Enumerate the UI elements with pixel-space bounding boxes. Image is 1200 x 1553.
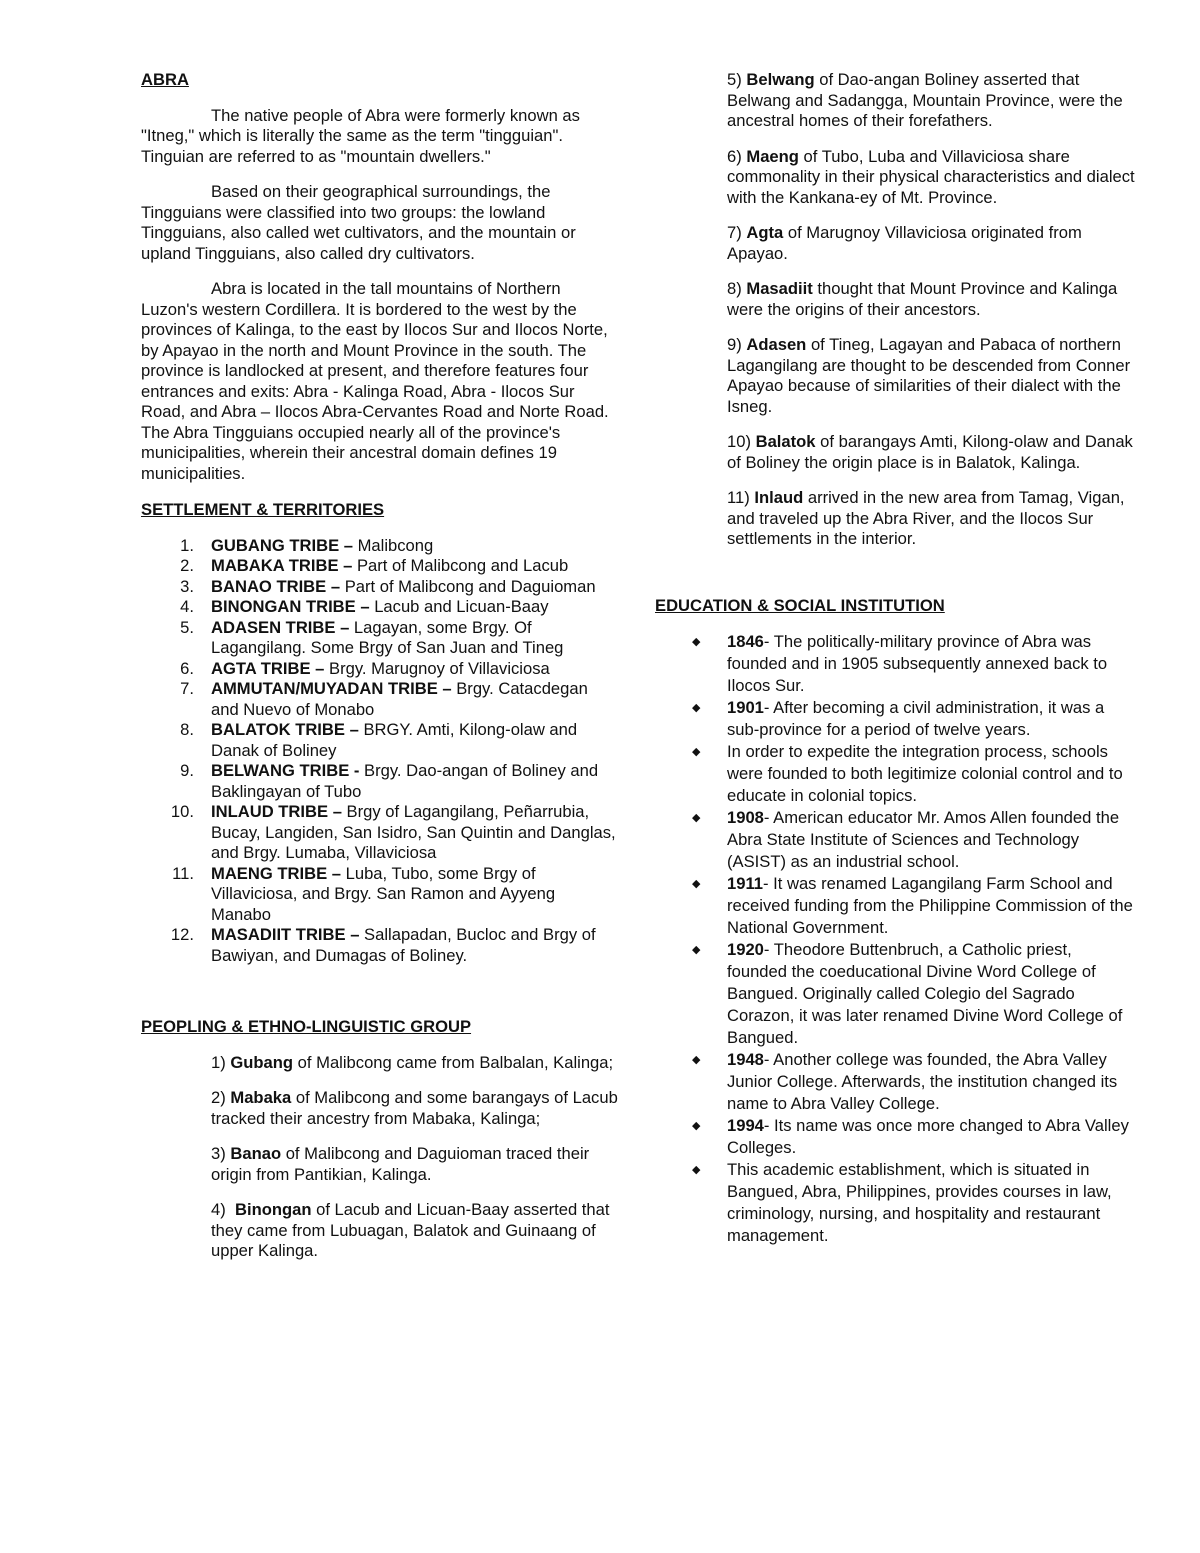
diamond-bullet-icon: ◆	[692, 1120, 701, 1132]
event-text: - American educator Mr. Amos Allen founded the Abra State Institute of Sciences and Technology (ASIST) as an industrial school.	[727, 808, 1120, 871]
origin-number: 3)	[211, 1144, 231, 1163]
event-text: This academic establishment, which is situated in Bangued, Abra, Philippines, provides courses in law, criminology, nursing, and hospitality and restaurant management.	[727, 1160, 1112, 1245]
tribe-location: BRGY. Amti, Kilong-olaw and Danak of Boliney	[211, 720, 578, 760]
list-item	[141, 556, 619, 577]
event-text: - Theodore Buttenbruch, a Catholic priest, founded the coeducational Divine Word College of Bangued. Originally called Colegio del Sagrado Corazon, it was later renamed Divine Word College of Bangued.	[727, 940, 1123, 1047]
separator: –	[310, 658, 330, 678]
origin-item	[727, 432, 1135, 473]
diamond-bullet-icon: ◆	[692, 878, 701, 890]
group-name: Inlaud	[754, 488, 804, 507]
diamond-bullet-icon: ◆	[692, 812, 701, 824]
origin-text: of Marugnoy Villaviciosa originated from Apayao.	[727, 223, 1082, 263]
tribe-location: Luba, Tubo, some Brgy of Villaviciosa, and Brgy. San Ramon and Ayyeng Manabo	[211, 863, 556, 924]
list-item	[141, 618, 619, 659]
tribe-name: AGTA TRIBE	[211, 658, 311, 678]
origin-text: of barangays Amti, Kilong-olaw and Danak of Boliney the origin place is in Balatok, Kalinga.	[727, 432, 1133, 472]
list-item	[141, 577, 619, 598]
tribe-name: BELWANG TRIBE	[211, 761, 350, 780]
separator: –	[437, 679, 457, 698]
origin-text: arrived in the new area from Tamag, Vigan, and traveled up the Abra River, and the Ilocos Sur settlements in the interior.	[727, 488, 1125, 548]
settlement-heading: SETTLEMENT & TERRITORIES	[141, 500, 385, 519]
list-number: 8.	[180, 720, 194, 739]
list-item	[655, 697, 1135, 741]
list-item	[655, 1115, 1135, 1159]
list-item	[655, 1049, 1135, 1115]
separator: –	[338, 556, 357, 575]
tribe-name: MABAKA TRIBE	[211, 556, 339, 575]
origin-number: 7)	[727, 223, 747, 242]
group-name: Banao	[230, 1144, 282, 1163]
separator: –	[355, 597, 375, 616]
list-item	[141, 679, 619, 720]
event-text: - It was renamed Lagangilang Farm School and received funding from the Philippine Commission of the National Government.	[727, 874, 1133, 937]
origin-item	[211, 1053, 619, 1074]
peopling-origins-left	[211, 1053, 619, 1262]
list-number: 12.	[170, 925, 194, 944]
list-item	[141, 802, 619, 864]
origin-item	[727, 279, 1135, 320]
abra-paragraph-3: Abra is located in the tall mountains of Northern Luzon's western Cordillera. It is bordered to the west by the provinces of Kalinga, to the east by Ilocos Sur and Ilocos Norte, by Apayao in the north and Mount Province in the south. The province is landlocked at present, and therefore features four entrances and exits: Abra - Kalinga Road, Abra - Ilocos Sur Road, and Abra – Ilocos Abra-Cervantes Road and Norte Road. The Abra Tingguians occupied nearly all of the province's municipalities, wherein their ancestral domain defines 19 municipalities.	[141, 279, 609, 483]
origin-item	[727, 70, 1135, 132]
tribe-location: Brgy. Dao-angan of Boliney and Baklingayan of Tubo	[211, 761, 599, 801]
list-number: 1.	[180, 535, 194, 555]
tribe-location: Part of Malibcong and Lacub	[356, 556, 569, 575]
origin-number: 11)	[727, 488, 755, 507]
origin-text: of Dao-angan Boliney asserted that Belwang and Sadangga, Mountain Province, were the ancestral homes of their forefathers.	[727, 70, 1123, 130]
right-column	[655, 70, 1135, 1247]
origin-text: thought that Mount Province and Kalinga were the origins of their ancestors.	[727, 279, 1118, 319]
list-number: 11.	[172, 863, 194, 883]
list-number: 4.	[180, 597, 194, 616]
list-item	[655, 807, 1135, 873]
list-number: 5.	[180, 617, 194, 637]
group-name: Binongan	[234, 1200, 312, 1219]
list-item	[141, 925, 619, 966]
origin-number: 2)	[211, 1088, 231, 1107]
origin-number: 1)	[211, 1052, 231, 1072]
group-name: Gubang	[230, 1052, 294, 1072]
origin-text: of Tubo, Luba and Villaviciosa share commonality in their physical characteristics and dialect with the Kankana-ey of Mt. Province.	[727, 146, 1135, 207]
abra-paragraph-1: The native people of Abra were formerly known as "Itneg," which is literally the same as the term "tingguian". Tinguian are referred to as "mountain dwellers."	[141, 105, 580, 166]
tribe-location: Sallapadan, Bucloc and Brgy of Bawiyan, and Dumagas of Boliney.	[211, 925, 596, 965]
origin-text: of Lacub and Licuan-Baay asserted that they came from Lubuagan, Balatok and Guinaang of upper Kalinga.	[211, 1200, 615, 1260]
group-name: Maeng	[746, 146, 799, 166]
tribe-location: Brgy of Lagangilang, Peñarrubia, Bucay, Langiden, San Isidro, San Quintin and Danglas, and Brgy. Lumaba, Villaviciosa	[211, 802, 616, 862]
tribe-location: Lacub and Licuan-Baay	[374, 597, 549, 616]
group-name: Mabaka	[230, 1088, 292, 1107]
tribe-location: Malibcong	[357, 535, 434, 555]
origin-item	[211, 1200, 619, 1262]
diamond-bullet-icon: ◆	[692, 746, 701, 758]
list-number: 2.	[180, 556, 194, 575]
tribe-location: Brgy. Catacdegan and Nuevo of Monabo	[211, 679, 588, 719]
origin-item	[211, 1088, 619, 1129]
tribe-name: MASADIIT TRIBE	[211, 925, 346, 944]
diamond-bullet-icon: ◆	[692, 1164, 701, 1176]
settlement-list	[141, 536, 619, 967]
origin-number: 6)	[727, 146, 747, 166]
list-number: 3.	[180, 576, 194, 596]
list-number: 7.	[180, 679, 194, 698]
tribe-location: Brgy. Marugnoy of Villaviciosa	[329, 658, 550, 678]
event-year: 1908	[727, 808, 764, 827]
origin-item	[727, 223, 1135, 264]
list-number: 10.	[170, 802, 194, 821]
education-heading: EDUCATION & SOCIAL INSTITUTION	[655, 595, 945, 615]
tribe-name: INLAUD TRIBE	[211, 802, 329, 821]
diamond-bullet-icon: ◆	[692, 702, 701, 714]
list-item	[141, 864, 619, 926]
tribe-name: MAENG TRIBE	[211, 863, 328, 883]
peopling-origins-right	[727, 70, 1135, 550]
list-item	[141, 536, 619, 557]
abra-paragraph-2: Based on their geographical surroundings, the Tingguians were classified into two groups: the lowland Tingguians, also called wet cultivators, and the mountain or upland Tingguians, also called dry cultivators.	[141, 182, 576, 263]
group-name: Adasen	[746, 335, 807, 354]
origin-number: 5)	[727, 70, 747, 89]
event-year: 1901	[727, 698, 764, 717]
list-number: 6.	[180, 658, 194, 678]
group-name: Agta	[746, 223, 784, 242]
origin-text: of Malibcong and some barangays of Lacub tracked their ancestry from Mabaka, Kalinga;	[211, 1088, 618, 1128]
origin-number: 4)	[211, 1200, 235, 1219]
diamond-bullet-icon: ◆	[692, 1054, 701, 1066]
list-item	[655, 873, 1135, 939]
origin-item	[727, 335, 1135, 417]
diamond-bullet-icon: ◆	[692, 944, 701, 956]
group-name: Balatok	[755, 432, 816, 451]
tribe-name: ADASEN TRIBE	[211, 617, 336, 637]
list-item	[141, 761, 619, 802]
event-text: - After becoming a civil administration, it was a sub-province for a period of twelve years.	[727, 698, 1105, 739]
diamond-bullet-icon: ◆	[692, 636, 701, 648]
list-item	[141, 659, 619, 680]
separator: –	[344, 720, 364, 739]
list-item	[141, 597, 619, 618]
origin-text: of Malibcong came from Balbalan, Kalinga;	[293, 1052, 614, 1072]
peopling-heading: PEOPLING & ETHNO-LINGUISTIC GROUP	[141, 1017, 472, 1036]
tribe-name: GUBANG TRIBE	[211, 535, 340, 555]
origin-text: of Malibcong and Daguioman traced their origin from Pantikian, Kalinga.	[211, 1144, 590, 1184]
tribe-location: Part of Malibcong and Daguioman	[344, 576, 596, 596]
origin-number: 10)	[727, 432, 756, 451]
left-column	[141, 70, 619, 1262]
tribe-name: BINONGAN TRIBE	[211, 597, 356, 616]
tribe-name: BALATOK TRIBE	[211, 720, 345, 739]
group-name: Belwang	[746, 70, 815, 89]
tribe-name: AMMUTAN/MUYADAN TRIBE	[211, 679, 438, 698]
abra-heading: ABRA	[141, 70, 189, 89]
event-year: 1920	[727, 940, 764, 959]
origin-text: of Tineg, Lagayan and Pabaca of northern Lagangilang are thought to be descended from Conner Apayao because of similarities of their dialect with the Isneg.	[727, 335, 1131, 416]
separator: –	[335, 617, 354, 637]
event-text: - Another college was founded, the Abra Valley Junior College. Afterwards, the institution changed its name to Abra Valley College.	[727, 1050, 1118, 1113]
separator: –	[339, 535, 358, 555]
origin-item	[211, 1144, 619, 1185]
list-number: 9.	[180, 761, 194, 780]
event-year: 1846	[727, 632, 764, 651]
education-list	[655, 631, 1135, 1247]
separator: –	[326, 576, 345, 596]
list-item	[141, 720, 619, 761]
list-item	[655, 741, 1135, 807]
group-name: Masadiit	[746, 279, 813, 298]
tribe-name: BANAO TRIBE	[211, 576, 327, 596]
separator: –	[328, 802, 347, 821]
event-text: - Its name was once more changed to Abra Valley Colleges.	[727, 1116, 1129, 1157]
origin-number: 9)	[727, 335, 747, 354]
separator: –	[345, 925, 365, 944]
tribe-location: Lagayan, some Brgy. Of Lagangilang. Some Brgy of San Juan and Tineg	[211, 617, 564, 657]
separator: –	[327, 863, 346, 883]
list-item	[655, 939, 1135, 1049]
list-item	[655, 1159, 1135, 1247]
event-year: 1994	[727, 1116, 764, 1135]
origin-item	[727, 488, 1135, 550]
event-text: In order to expedite the integration process, schools were founded to both legitimize colonial control and to educate in colonial topics.	[727, 742, 1123, 805]
origin-item	[727, 147, 1135, 209]
event-year: 1948	[727, 1050, 764, 1069]
event-year: 1911	[727, 874, 763, 893]
list-item	[655, 631, 1135, 697]
event-text: - The politically-military province of Abra was founded and in 1905 subsequently annexed back to Ilocos Sur.	[727, 632, 1108, 695]
separator: -	[349, 761, 365, 780]
origin-number: 8)	[727, 279, 747, 298]
